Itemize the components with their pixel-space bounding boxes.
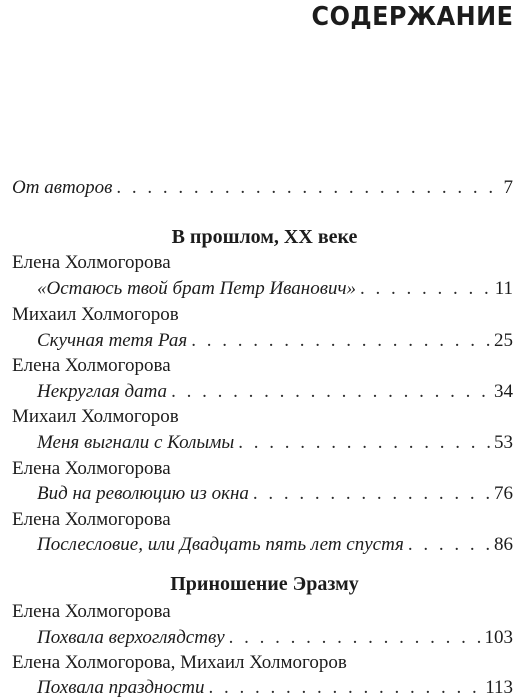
toc-entry[interactable] — [37, 380, 513, 404]
toc-entry-page: 113 — [485, 677, 513, 698]
dot-leader — [167, 380, 494, 404]
dot-leader — [112, 176, 503, 200]
toc-entry-title: Меня выгнали с Колымы — [37, 432, 235, 453]
toc-entry-page: 7 — [503, 177, 513, 198]
toc-entry-page: 11 — [494, 278, 513, 299]
toc-entry[interactable] — [37, 482, 513, 506]
toc-entry-page: 53 — [494, 432, 513, 453]
toc-author: Елена Холмогорова — [12, 355, 171, 376]
toc-entry-title: Некруглая дата — [37, 381, 168, 402]
toc-entry-page: 34 — [494, 381, 513, 402]
toc-author: Михаил Холмогоров — [12, 406, 179, 427]
page-title: СОДЕРЖАНИЕ — [311, 2, 513, 32]
section-heading: Приношение Эразму — [170, 573, 359, 595]
toc-entry[interactable] — [37, 277, 513, 301]
toc-entry[interactable] — [37, 533, 513, 557]
toc-entry-page: 86 — [494, 534, 513, 555]
toc-author: Елена Холмогорова — [12, 601, 171, 622]
toc-entry[interactable] — [37, 676, 513, 700]
toc-entry-page: 76 — [494, 483, 513, 504]
toc-entry-title: Похвала верхоглядству — [37, 627, 225, 648]
toc-author: Михаил Холмогоров — [12, 304, 179, 325]
toc-author: Елена Холмогорова — [12, 458, 171, 479]
dot-leader — [356, 277, 495, 301]
section-heading: В прошлом, ХХ веке — [171, 226, 358, 248]
toc-entry[interactable] — [37, 329, 513, 353]
toc-entry-page: 103 — [484, 627, 513, 648]
dot-leader — [187, 329, 494, 353]
toc-entry-title: «Остаюсь твой брат Петр Иванович» — [37, 278, 357, 299]
toc-entry-title: Скучная тетя Рая — [37, 330, 188, 351]
toc-entry-title: Похвала праздности — [37, 677, 205, 698]
toc-entry-title: Вид на революцию из окна — [37, 483, 249, 504]
dot-leader — [225, 626, 485, 650]
toc-entry-page: 25 — [494, 330, 513, 351]
toc-author: Елена Холмогорова — [12, 252, 171, 273]
toc-entry-title: От авторов — [12, 177, 113, 198]
dot-leader — [234, 431, 494, 455]
dot-leader — [249, 482, 494, 506]
toc-entry[interactable] — [37, 431, 513, 455]
toc-entry[interactable] — [37, 626, 513, 650]
toc-entry-title: Послесловие, или Двадцать пять лет спустя — [37, 534, 404, 555]
dot-leader — [404, 533, 494, 557]
toc-author: Елена Холмогорова — [12, 509, 171, 530]
toc-author: Елена Холмогорова, Михаил Холмогоров — [12, 652, 347, 673]
dot-leader — [205, 676, 486, 700]
toc-entry[interactable] — [12, 176, 513, 200]
